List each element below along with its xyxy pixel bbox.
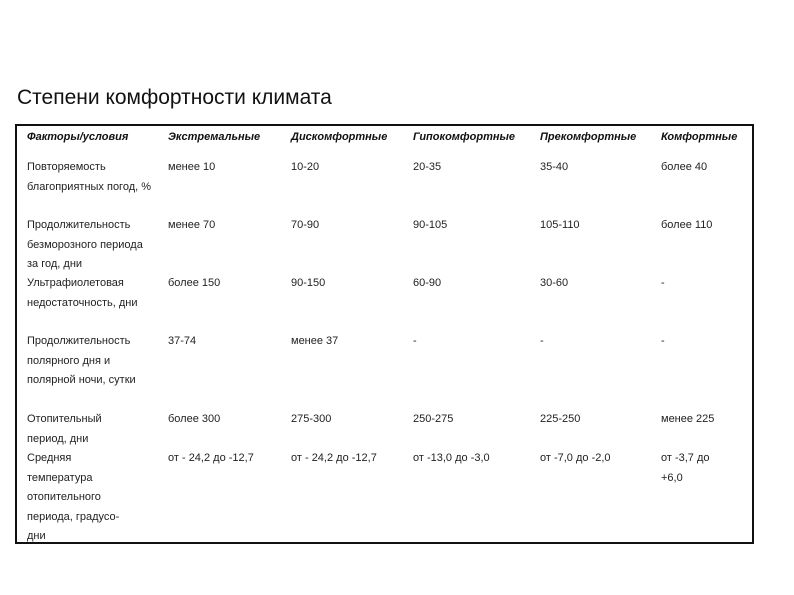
table-cell: от -13,0 до -3,0 [413,452,490,464]
header-precomfort: Прекомфортные [540,131,637,143]
climate-comfort-table [15,124,754,544]
row-factor-frost-free-period: Продолжительность безморозного периода за год, дни [27,219,143,270]
table-cell: менее 70 [168,219,216,231]
table-cell: 275-300 [291,413,332,425]
table-cell: 10-20 [291,161,320,173]
table-cell: - [661,335,665,347]
table-cell: 35-40 [540,161,569,173]
table-cell: 105-110 [540,219,580,231]
table-cell: - [540,335,544,347]
table-cell: - [661,277,665,289]
table-cell: более 110 [661,219,713,231]
table-cell: 30-60 [540,277,569,289]
table-cell: 37-74 [168,335,197,347]
table-cell: 225-250 [540,413,581,425]
row-factor-polar-day-night: Продолжительность полярного дня и полярной ночи, сутки [27,335,136,386]
table-cell: от -3,7 до +6,0 [661,452,710,484]
table-cell: менее 10 [168,161,216,173]
header-hypocomfort: Гипокомфортные [413,131,516,143]
table-cell: от -7,0 до -2,0 [540,452,611,464]
table-cell: более 300 [168,413,221,425]
table-cell: 20-35 [413,161,442,173]
table-cell: - [413,335,417,347]
table-cell: 90-105 [413,219,448,231]
row-factor-uv-deficiency: Ультрафиолетовая недостаточность, дни [27,277,138,309]
row-factor-favorable-weather: Повторяемость благоприятных погод, % [27,161,152,193]
table-cell: от - 24,2 до -12,7 [168,452,254,464]
row-factor-heating-period: Отопительный период, дни [27,413,102,445]
row-factor-heating-temperature: Средняя температура отопительного периода, градусо-дни [27,452,120,542]
header-extreme: Экстремальные [168,131,261,143]
table-cell: менее 37 [291,335,339,347]
header-factors: Факторы/условия [27,131,129,143]
table-cell: более 150 [168,277,221,289]
page-title: Степени комфортности климата [17,86,332,109]
header-discomfort: Дискомфортные [291,131,388,143]
table-cell: 90-150 [291,277,326,289]
header-comfort: Комфортные [661,131,738,143]
table-cell: от - 24,2 до -12,7 [291,452,377,464]
table-cell: менее 225 [661,413,715,425]
table-cell: 250-275 [413,413,454,425]
table-cell: 70-90 [291,219,320,231]
table-cell: 60-90 [413,277,442,289]
table-cell: более 40 [661,161,708,173]
